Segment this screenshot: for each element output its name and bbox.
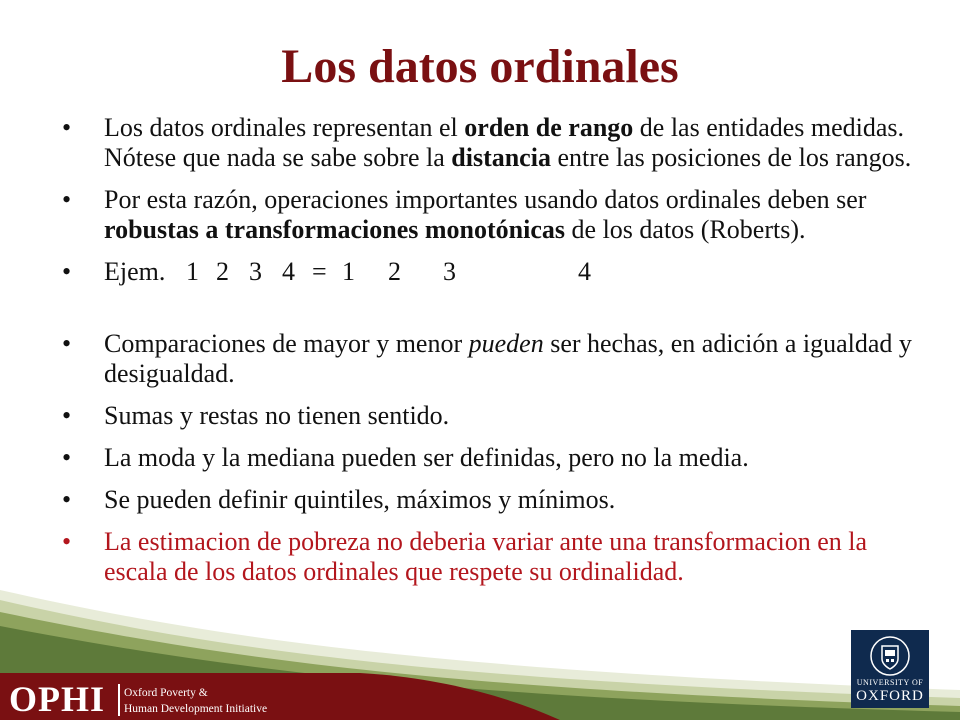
bullet-italic-text: pueden: [468, 329, 544, 358]
bullet-marker: •: [62, 329, 72, 358]
oxford-logo: [851, 630, 929, 708]
bullet-marker: •: [62, 485, 72, 514]
bullet-marker: •: [62, 185, 72, 214]
oxford-crest-icon: [869, 635, 911, 677]
example-left-value: 3: [249, 257, 262, 286]
bullet-item-comparisons: [62, 329, 922, 389]
bullet-marker: •: [62, 401, 72, 430]
bullet-text: Se pueden definir quintiles, máximos y mínimos.: [104, 485, 616, 514]
bullet-bold-text: robustas a transformaciones monotónicas: [104, 215, 566, 244]
bullet-item-mode-median: [62, 443, 922, 473]
example-right-value: 2: [388, 257, 401, 286]
oxford-logo-line-2: OXFORD: [856, 688, 924, 704]
bullet-text: Por esta razón, operaciones importantes usando datos ordinales deben ser: [104, 185, 867, 214]
bullet-marker: •: [62, 527, 72, 556]
bullet-bold-text: orden de rango: [464, 113, 634, 142]
bullet-marker: •: [62, 113, 72, 142]
bullet-text: Sumas y restas no tienen sentido.: [104, 401, 450, 430]
bullet-item-quintiles: [62, 485, 922, 515]
bullet-marker: •: [62, 443, 72, 472]
bullet-bold-text: distancia: [451, 143, 551, 172]
bullet-text: entre las posiciones de los rangos.: [550, 143, 912, 172]
example-right-value: 3: [443, 257, 456, 286]
example-right-value: 4: [578, 257, 591, 286]
bullet-text: de las entidades medidas. Nótese que nada se sabe sobre la: [104, 113, 905, 172]
example-left-value: 1: [186, 257, 199, 286]
bullet-text: La moda y la mediana pueden ser definidas, pero no la media.: [104, 443, 749, 472]
example-label: Ejem.: [104, 257, 166, 286]
footer-org-line-2: Human Development Initiative: [124, 703, 268, 715]
bullet-item-example: [62, 257, 922, 287]
example-row: [104, 257, 922, 287]
slide-title: Los datos ordinales: [281, 40, 679, 93]
bullet-text: Comparaciones de mayor y menor: [104, 329, 469, 358]
example-right-value: 1: [342, 257, 355, 286]
bullet-item-sums: [62, 401, 922, 431]
bullet-item-ordinal-definition: [62, 113, 922, 173]
bullet-text-highlight: La estimacion de pobreza no deberia variar ante una transformacion en la escala de los datos ordinales que respete su ordinalidad.: [104, 527, 868, 586]
example-left-value: 4: [282, 257, 295, 286]
bullet-marker: •: [62, 257, 72, 286]
example-equals: =: [312, 257, 327, 286]
ophi-logo: OPHI: [9, 679, 106, 719]
bullet-text: de los datos (Roberts).: [565, 215, 806, 244]
bullet-text: Los datos ordinales representan el: [104, 113, 465, 142]
example-left-value: 2: [216, 257, 229, 286]
footer-org-line-1: Oxford Poverty &: [124, 687, 208, 699]
bullet-item-robustness: [62, 185, 922, 245]
bullet-list: [62, 113, 922, 587]
bullet-item-poverty-estimation: [62, 527, 922, 587]
bullet-text: ser hechas, en adición a igualdad y desigualdad.: [104, 329, 912, 388]
oxford-logo-line-1: UNIVERSITY OF: [856, 678, 924, 687]
footer-divider: [118, 684, 120, 716]
